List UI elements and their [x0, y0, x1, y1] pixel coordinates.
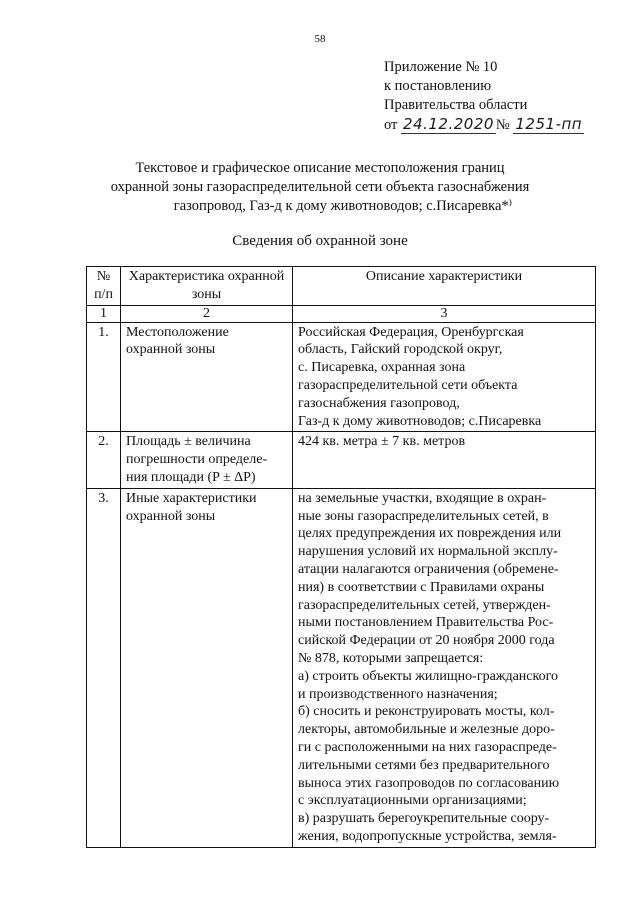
row-description: [293, 322, 596, 432]
table-row: [87, 322, 596, 432]
handwritten-date: 24.12.2020: [403, 115, 494, 133]
description-line: б) сносить и реконструировать мосты, кол-: [298, 704, 555, 720]
title-line-1: Текстовое и графическое описание местоположения границ: [135, 160, 505, 176]
column-number-1: 1: [87, 305, 121, 322]
description-line: газораспределительной сети объекта: [298, 377, 518, 393]
description-line: Газ-д к дому животноводов; с.Писаревка: [298, 413, 542, 429]
description-line: газораспределительных сетей, утвержден-: [298, 597, 551, 613]
description-line: лекторы, автомобильные и железные доро-: [298, 722, 555, 738]
title-line-2: охранной зоны газораспределительной сети объекта газоснабжения: [110, 179, 530, 195]
description-line: ги с расположенными на них газораспреде-: [298, 739, 557, 755]
description-line: атации налагаются ограничения (обремене-: [298, 561, 559, 577]
table-row: [87, 488, 596, 847]
appendix-from-label: от: [384, 117, 398, 133]
description-line: а) строить объекты жилищно-гражданского: [298, 668, 558, 684]
row-number: 1.: [87, 322, 121, 432]
row-number: 2.: [87, 432, 121, 488]
row-characteristic: Местоположение охранной зоны: [121, 322, 293, 432]
description-line: ния) в соответствии с Правилами охраны: [298, 579, 545, 595]
description-line: газоснабжения газопровод,: [298, 395, 460, 411]
handwritten-number: 1251-пп: [515, 115, 583, 133]
header-num: № п/п: [87, 267, 121, 306]
row-description: [293, 488, 596, 847]
row-characteristic: [121, 488, 293, 847]
appendix-block: [384, 58, 584, 135]
description-line: лительными сетями без предварительного: [298, 757, 550, 773]
row-description: [293, 432, 596, 488]
number-sign: №: [495, 117, 510, 133]
characteristic-line: погрешности определе-: [126, 452, 268, 468]
description-line: на земельные участки, входящие в охран-: [298, 490, 547, 506]
column-number-2: 2: [121, 305, 293, 322]
row-characteristic: [121, 432, 293, 488]
description-line: Российская Федерация, Оренбургская: [298, 324, 524, 340]
description-line: ными постановлением Правительства Рос-: [298, 615, 554, 631]
description-line: область, Гайский городской округ,: [298, 342, 503, 358]
description-line: сийской Федерации от 20 ноября 2000 года: [298, 633, 555, 649]
description-line: жения, водопропускные устройства, земля-: [298, 828, 557, 844]
characteristic-line: охранной зоны: [126, 508, 216, 524]
appendix-line-2: к постановлению: [384, 78, 492, 94]
header-characteristic: Характеристика охранной зоны: [121, 267, 293, 306]
description-line: нарушения условий их нормальной эксплу-: [298, 544, 558, 560]
document-title: [0, 159, 640, 216]
title-line-3: газопровод, Газ-д к дому животноводов; с.Писаревка*⁾: [173, 198, 513, 214]
table-row: [87, 432, 596, 488]
characteristic-line: ния площади (P ± ΔP): [126, 469, 256, 485]
header-description: Описание характеристики: [293, 267, 596, 306]
description-line: 424 кв. метра ± 7 кв. метров: [298, 434, 466, 450]
description-line: целях предупреждения их повреждения или: [298, 526, 562, 542]
appendix-line-1: Приложение № 10: [384, 59, 498, 75]
column-number-3: 3: [293, 305, 596, 322]
description-line: и производственного назначения;: [298, 686, 498, 702]
description-line: с эксплуатационными организациями;: [298, 793, 527, 809]
section-subtitle: Сведения об охранной зоне: [232, 233, 408, 249]
appendix-line-3: Правительства области: [384, 97, 528, 113]
appendix-line-4: [384, 115, 584, 135]
description-line: ные зоны газораспределительных сетей, в: [298, 508, 549, 524]
description-line: с. Писаревка, охранная зона: [298, 360, 466, 376]
zone-info-table: [86, 266, 596, 848]
characteristic-line: Иные характеристики: [126, 490, 257, 506]
row-number: 3.: [87, 488, 121, 847]
page-number: 58: [314, 33, 326, 45]
description-line: выноса этих газопроводов по согласованию: [298, 775, 560, 791]
description-line: № 878, которыми запрещается:: [298, 650, 484, 666]
description-line: в) разрушать берегоукрепительные соору-: [298, 811, 550, 827]
characteristic-line: Площадь ± величина: [126, 434, 251, 450]
